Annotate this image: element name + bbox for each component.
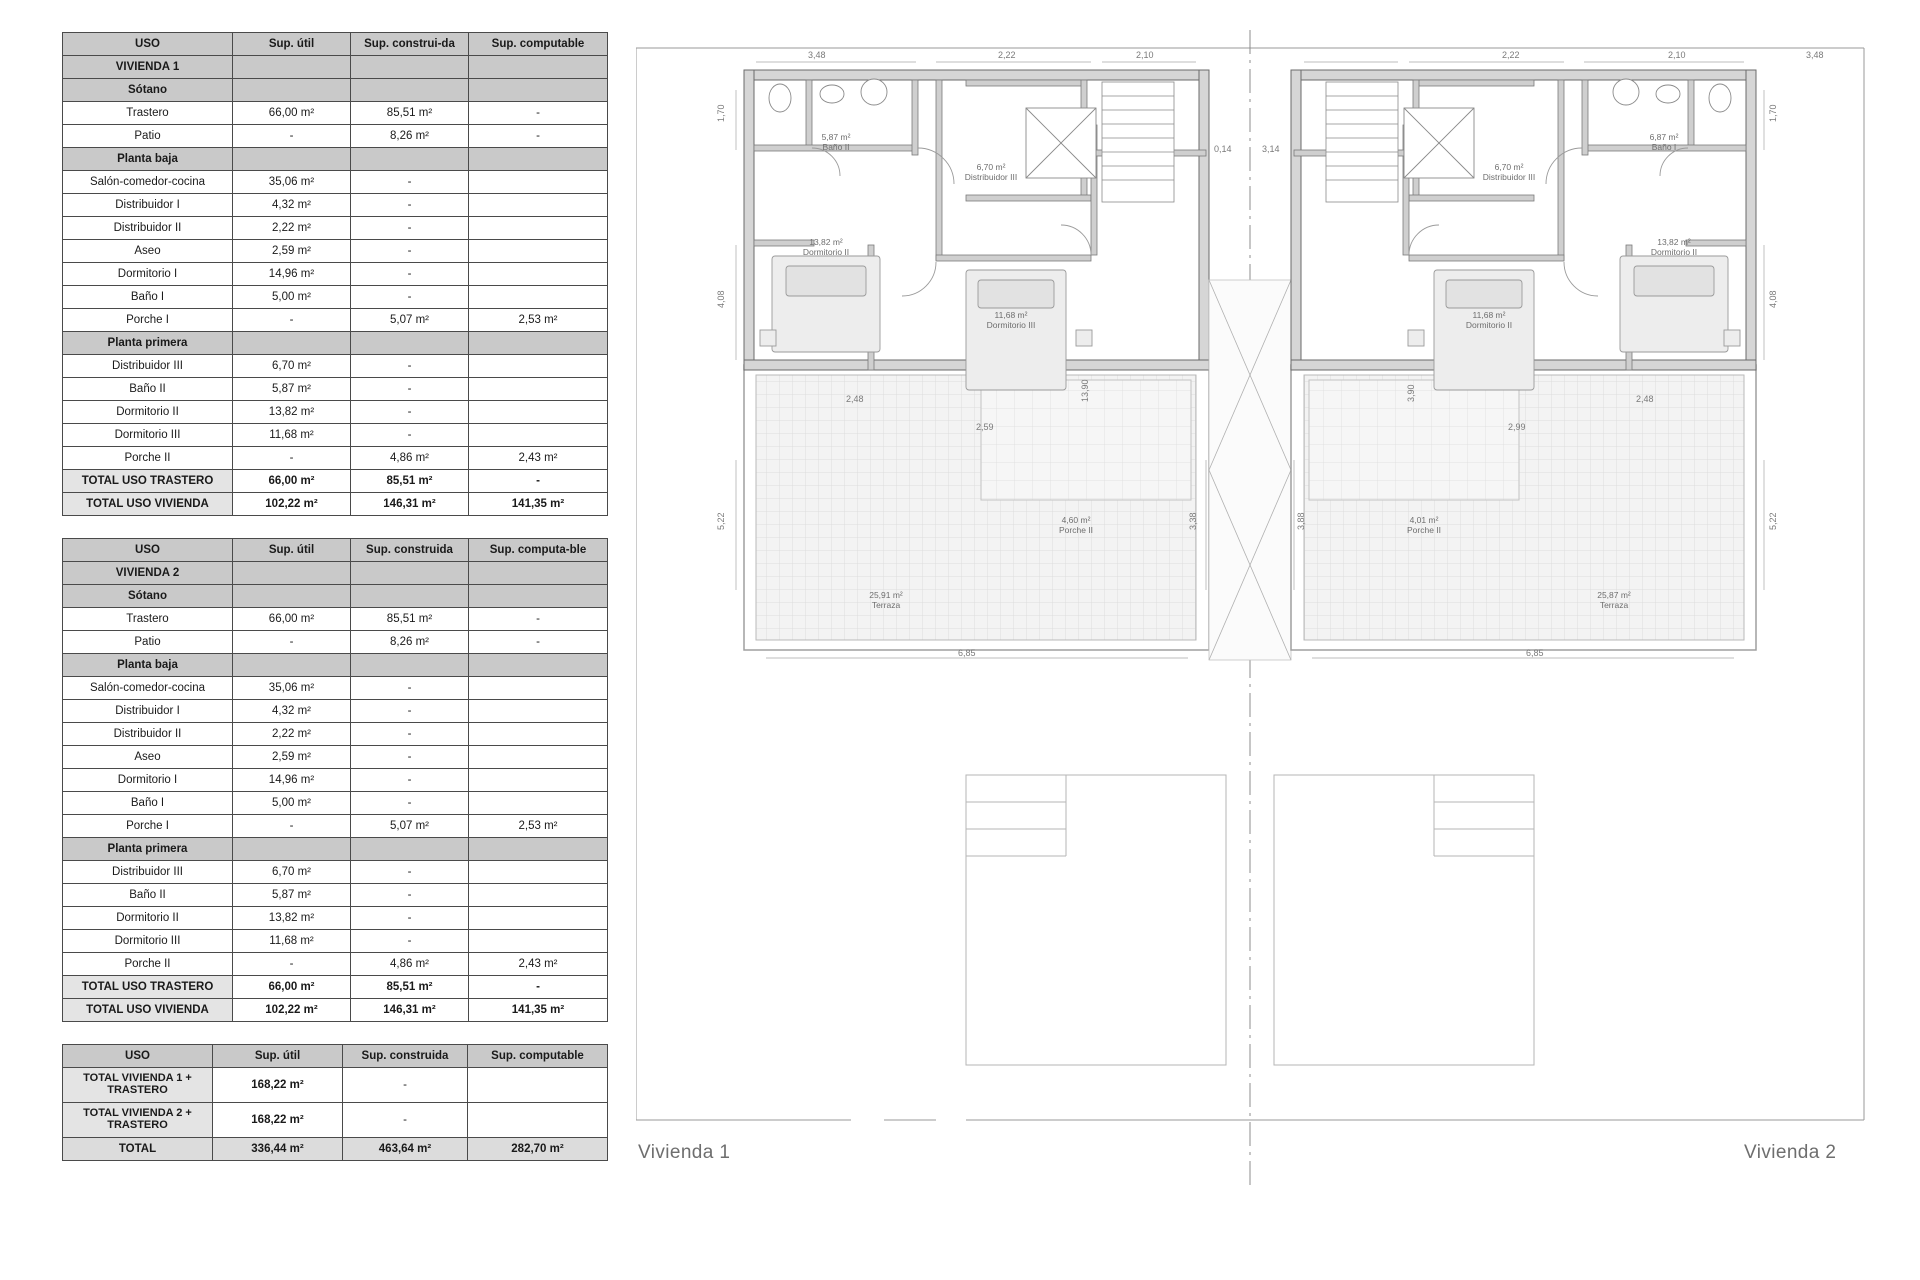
- table-row: Dormitorio I 14,96 m² -: [63, 769, 608, 792]
- col-header-sup-util: Sup. útil: [213, 1045, 343, 1068]
- shaft-right: [1404, 108, 1474, 178]
- table-row: Planta primera: [63, 332, 608, 355]
- table-row: Trastero 66,00 m² 85,51 m² -: [63, 102, 608, 125]
- caption-vivienda-2: Vivienda 2: [1744, 1142, 1837, 1163]
- table-row: Distribuidor I 4,32 m² -: [63, 194, 608, 217]
- svg-text:3,90: 3,90: [1406, 384, 1416, 402]
- table-row: Sótano: [63, 79, 608, 102]
- svg-text:2,99: 2,99: [1508, 422, 1526, 432]
- col-header-sup-computable: Sup. computable: [468, 1045, 608, 1068]
- bathroom-fixtures-right: [1613, 79, 1731, 112]
- table-row-total: TOTAL USO VIVIENDA 102,22 m² 146,31 m² 141,35 m²: [63, 999, 608, 1022]
- table-row: Dormitorio I 14,96 m² -: [63, 263, 608, 286]
- col-header-sup-computable: Sup. computable: [469, 33, 608, 56]
- table-row: Sótano: [63, 585, 608, 608]
- svg-text:4,08: 4,08: [716, 290, 726, 308]
- bathroom-fixtures-left: [769, 79, 887, 112]
- svg-text:1,70: 1,70: [716, 104, 726, 122]
- caption-vivienda-1: Vivienda 1: [638, 1142, 731, 1163]
- table-row: Patio - 8,26 m² -: [63, 631, 608, 654]
- svg-text:2,22: 2,22: [1502, 50, 1520, 60]
- legend-box-right: [1274, 775, 1534, 1065]
- stairs-left: [1102, 82, 1174, 202]
- table-row: Baño I 5,00 m² -: [63, 792, 608, 815]
- svg-text:3,14: 3,14: [1262, 144, 1280, 154]
- svg-text:3,48: 3,48: [1806, 50, 1824, 60]
- svg-text:5,22: 5,22: [716, 512, 726, 530]
- room-label: 6,70 m²: [976, 162, 1006, 172]
- col-header-sup-construida: Sup. construida: [343, 1045, 468, 1068]
- svg-text:2,59: 2,59: [976, 422, 994, 432]
- room-label: 25,87 m²: [1597, 590, 1631, 600]
- table-row: Trastero 66,00 m² 85,51 m² -: [63, 608, 608, 631]
- table-row: Salón-comedor-cocina 35,06 m² -: [63, 171, 608, 194]
- room-label: Terraza: [1599, 600, 1629, 610]
- room-label: 13,82 m²: [809, 237, 843, 247]
- svg-text:2,10: 2,10: [1136, 50, 1154, 60]
- svg-text:6,85: 6,85: [958, 648, 976, 658]
- room-label: 6,70 m²: [1494, 162, 1524, 172]
- svg-text:2,10: 2,10: [1668, 50, 1686, 60]
- table-row: Planta primera: [63, 838, 608, 861]
- table-row: Distribuidor III 6,70 m² -: [63, 355, 608, 378]
- legend-box-left: [966, 775, 1226, 1065]
- table-row: Porche II - 4,86 m² 2,43 m²: [63, 447, 608, 470]
- svg-text:3,38: 3,38: [1188, 512, 1198, 530]
- svg-text:0,14: 0,14: [1214, 144, 1232, 154]
- table-row: Planta baja: [63, 654, 608, 677]
- unit-left: [716, 50, 1226, 1065]
- room-label: Terraza: [871, 600, 901, 610]
- col-header-sup-construida: Sup. construi-da: [351, 33, 469, 56]
- svg-text:4,08: 4,08: [1768, 290, 1778, 308]
- table-row: Distribuidor II 2,22 m² -: [63, 217, 608, 240]
- table-row: Baño I 5,00 m² -: [63, 286, 608, 309]
- room-label: Distribuidor III: [1482, 172, 1536, 182]
- col-header-uso: USO: [63, 1045, 213, 1068]
- col-header-uso: USO: [63, 539, 233, 562]
- table-row: VIVIENDA 1: [63, 56, 608, 79]
- area-table-totales: [62, 1044, 608, 1161]
- area-table-vivienda-2: [62, 538, 608, 1022]
- plan-svg: [636, 30, 1866, 1190]
- col-header-sup-computable: Sup. computa-ble: [469, 539, 608, 562]
- col-header-uso: USO: [63, 33, 233, 56]
- table-header-row: [63, 33, 608, 56]
- table-row: Aseo 2,59 m² -: [63, 746, 608, 769]
- svg-text:5,22: 5,22: [1768, 512, 1778, 530]
- room-label: Porche II: [1058, 525, 1094, 535]
- room-label: 25,91 m²: [869, 590, 903, 600]
- room-label: Porche II: [1406, 525, 1442, 535]
- table-row: Planta baja: [63, 148, 608, 171]
- table-row: Distribuidor I 4,32 m² -: [63, 700, 608, 723]
- room-label: Distribuidor III: [964, 172, 1018, 182]
- room-label: Baño II: [822, 142, 850, 152]
- col-header-sup-util: Sup. útil: [233, 33, 351, 56]
- room-label: Dormitorio II: [1465, 320, 1513, 330]
- room-label: 5,87 m²: [821, 132, 851, 142]
- table-row: Distribuidor II 2,22 m² -: [63, 723, 608, 746]
- table-header-row: [63, 1045, 608, 1068]
- table-row: Dormitorio III 11,68 m² -: [63, 930, 608, 953]
- floor-plan-drawing: [636, 30, 1866, 1163]
- table-row: Distribuidor III 6,70 m² -: [63, 861, 608, 884]
- table-row: Dormitorio II 13,82 m² -: [63, 907, 608, 930]
- table-row: Porche I - 5,07 m² 2,53 m²: [63, 309, 608, 332]
- table-row: Dormitorio III 11,68 m² -: [63, 424, 608, 447]
- shaft-left: [1026, 108, 1096, 178]
- room-label: Dormitorio II: [802, 247, 850, 257]
- svg-text:2,48: 2,48: [1636, 394, 1654, 404]
- svg-text:3,48: 3,48: [808, 50, 826, 60]
- table-row-total: TOTAL USO TRASTERO 66,00 m² 85,51 m² -: [63, 976, 608, 999]
- party-wall-zone: [1209, 280, 1291, 660]
- unit-right: [1274, 62, 1764, 1065]
- table-row-grand-total: TOTAL 336,44 m² 463,64 m² 282,70 m²: [63, 1138, 608, 1161]
- table-row: Patio - 8,26 m² -: [63, 125, 608, 148]
- room-label: 6,87 m²: [1649, 132, 1679, 142]
- table-row: Aseo 2,59 m² -: [63, 240, 608, 263]
- table-row: Dormitorio II 13,82 m² -: [63, 401, 608, 424]
- room-label: 13,82 m²: [1657, 237, 1691, 247]
- table-row-total: TOTAL USO TRASTERO 66,00 m² 85,51 m² -: [63, 470, 608, 493]
- table-row: Baño II 5,87 m² -: [63, 884, 608, 907]
- table-row: VIVIENDA 2: [63, 562, 608, 585]
- room-label: Dormitorio III: [986, 320, 1036, 330]
- area-table-vivienda-1: [62, 32, 608, 516]
- room-label: 11,68 m²: [1472, 310, 1506, 320]
- area-schedule-tables: [62, 32, 607, 1161]
- col-header-sup-construida: Sup. construida: [351, 539, 469, 562]
- room-label: Baño I: [1651, 142, 1677, 152]
- table-header-row: [63, 539, 608, 562]
- table-row: Baño II 5,87 m² -: [63, 378, 608, 401]
- table-row: Porche II - 4,86 m² 2,43 m²: [63, 953, 608, 976]
- room-label: Dormitorio II: [1650, 247, 1698, 257]
- svg-text:2,48: 2,48: [846, 394, 864, 404]
- table-row-total: TOTAL USO VIVIENDA 102,22 m² 146,31 m² 141,35 m²: [63, 493, 608, 516]
- svg-text:6,85: 6,85: [1526, 648, 1544, 658]
- room-label: 4,01 m²: [1409, 515, 1439, 525]
- svg-text:3,88: 3,88: [1296, 512, 1306, 530]
- table-row: Porche I - 5,07 m² 2,53 m²: [63, 815, 608, 838]
- room-label: 4,60 m²: [1061, 515, 1091, 525]
- col-header-sup-util: Sup. útil: [233, 539, 351, 562]
- stairs-right: [1326, 82, 1398, 202]
- table-row: Salón-comedor-cocina 35,06 m² -: [63, 677, 608, 700]
- table-row: TOTAL VIVIENDA 1 + TRASTERO 168,22 m² -: [63, 1068, 608, 1103]
- center-dimension-text: [1214, 144, 1280, 154]
- svg-text:1,70: 1,70: [1768, 104, 1778, 122]
- svg-text:13,90: 13,90: [1080, 379, 1090, 402]
- svg-text:2,22: 2,22: [998, 50, 1016, 60]
- table-row: TOTAL VIVIENDA 2 + TRASTERO 168,22 m² -: [63, 1103, 608, 1138]
- room-label: 11,68 m²: [994, 310, 1028, 320]
